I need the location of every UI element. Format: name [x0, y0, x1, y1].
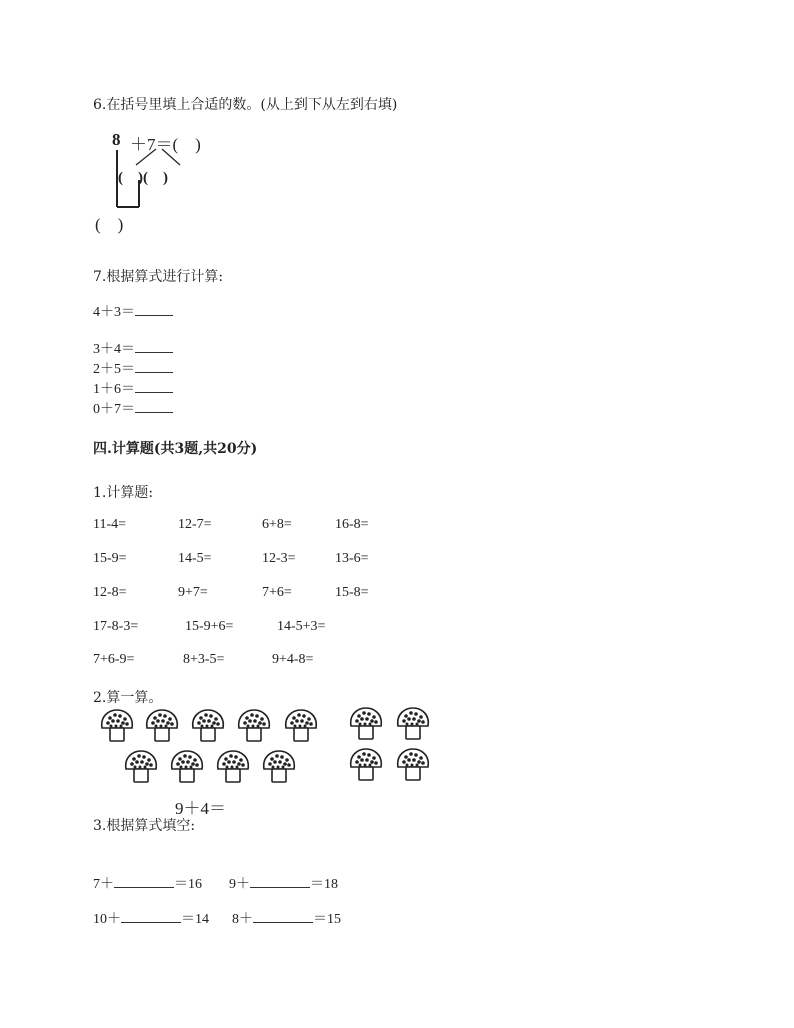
mushroom-icon — [264, 751, 295, 782]
answer-blank[interactable] — [135, 360, 173, 373]
calc-item: 6+8= — [262, 517, 292, 532]
mushroom-icon — [147, 710, 178, 741]
p1-title: 1.计算题: — [93, 485, 154, 501]
section-title: 四.计算题(共3题,共20分) — [93, 441, 258, 457]
p2-title: 2.算一算。 — [93, 690, 163, 706]
q6-plus-seven: ＋7＝( ) — [130, 135, 201, 154]
calc-item: 12-8= — [93, 585, 127, 600]
mushroom-icon — [193, 710, 224, 741]
q7-equation: 4＋3＝ — [93, 301, 173, 321]
q7-equation: 2＋5＝ — [93, 358, 173, 378]
calc-item: 9+7= — [178, 585, 208, 600]
answer-blank[interactable] — [135, 380, 173, 393]
mushroom-icon — [351, 749, 382, 780]
calc-item: 15-8= — [335, 585, 369, 600]
mushroom-group — [90, 700, 450, 800]
calc-item: 11-4= — [93, 517, 127, 532]
answer-blank[interactable] — [250, 875, 310, 888]
fill-equation: 7＋ ＝16 — [93, 877, 202, 892]
mushroom-icon — [398, 749, 429, 780]
q7-title: 7.根据算式进行计算: — [93, 269, 224, 285]
mushroom-icon — [398, 708, 429, 739]
calc-item: 13-6= — [335, 551, 369, 566]
p2-equation: 9＋4＝ — [175, 799, 226, 818]
mushroom-icon — [286, 710, 317, 741]
q6-title: 6.在括号里填上合适的数。(从上到下从左到右填) — [93, 97, 398, 113]
q7-equation: 1＋6＝ — [93, 378, 173, 398]
mushroom-icon — [351, 708, 382, 739]
mushroom-icon — [218, 751, 249, 782]
p3-title: 3.根据算式填空: — [93, 818, 196, 834]
calc-item: 15-9+6= — [185, 619, 234, 634]
calc-item: 14-5= — [178, 551, 212, 566]
calc-item: 7+6-9= — [93, 652, 135, 667]
q6-connector-lines — [100, 140, 200, 220]
q6-bottom-paren: ( ) — [95, 215, 124, 234]
answer-blank[interactable] — [121, 910, 181, 923]
answer-blank[interactable] — [114, 875, 174, 888]
calc-item: 16-8= — [335, 517, 369, 532]
fill-equation: 10＋ ＝14 — [93, 912, 209, 927]
calc-item: 8+3-5= — [183, 652, 225, 667]
calc-item: 12-3= — [262, 551, 296, 566]
mushroom-icon — [102, 710, 133, 741]
calc-item: 7+6= — [262, 585, 292, 600]
fill-equation: 8＋ ＝15 — [232, 912, 341, 927]
calc-item: 12-7= — [178, 517, 212, 532]
q7-equation: 3＋4＝ — [93, 338, 173, 358]
answer-blank[interactable] — [135, 303, 173, 316]
fill-equation: 9＋ ＝18 — [229, 877, 338, 892]
answer-blank[interactable] — [253, 910, 313, 923]
answer-blank[interactable] — [135, 340, 173, 353]
calc-item: 14-5+3= — [277, 619, 326, 634]
calc-item: 17-8-3= — [93, 619, 139, 634]
mushroom-icon — [172, 751, 203, 782]
answer-blank[interactable] — [135, 400, 173, 413]
calc-item: 15-9= — [93, 551, 127, 566]
mushroom-icon — [239, 710, 270, 741]
mushroom-icon — [126, 751, 157, 782]
q6-split-parens: ( )( ) — [118, 170, 168, 186]
q7-equation: 0＋7＝ — [93, 398, 173, 418]
calc-item: 9+4-8= — [272, 652, 314, 667]
q6-number-eight: 8 — [112, 130, 121, 149]
